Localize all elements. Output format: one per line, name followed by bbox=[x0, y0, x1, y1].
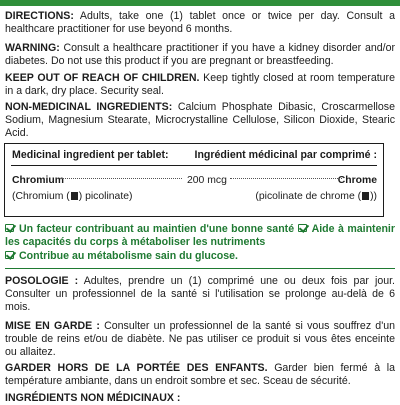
dotted-leader-left bbox=[62, 178, 182, 179]
table-header-rule bbox=[11, 165, 377, 166]
source-fr-suffix: )) bbox=[370, 191, 377, 202]
garder-text: Garder bien fermé à la température ambiante, dans un endroit sombre et sec. Sceau de sécurité. bbox=[5, 362, 395, 387]
ingredients-nm-paragraph bbox=[5, 392, 395, 405]
posologie-paragraph bbox=[5, 275, 395, 314]
source-fr bbox=[255, 191, 377, 204]
table-header-fr: Ingrédient médicinal par comprimé : bbox=[194, 149, 377, 161]
claim-3: Contribue au métabolisme sain du glucose. bbox=[19, 249, 238, 262]
garder-paragraph bbox=[5, 362, 395, 388]
symbol-square-icon bbox=[71, 192, 78, 200]
keep-out-text: Keep tightly closed at room temperature in a dark, dry place. Security seal. bbox=[5, 72, 395, 97]
source-en-prefix: (Chromium ( bbox=[12, 191, 70, 202]
keep-out-heading: KEEP OUT OF REACH OF CHILDREN. bbox=[5, 72, 200, 84]
source-en-suffix: ) picolinate) bbox=[78, 191, 133, 202]
directions-text: Adults, take one (1) tablet once or twice per day. Consult a healthcare practitioner for use beyond 6 months. bbox=[5, 10, 395, 35]
keep-out-paragraph bbox=[5, 72, 395, 98]
ingredient-amount: 200 mcg bbox=[187, 175, 227, 186]
warning-paragraph bbox=[5, 42, 395, 68]
mise-en-garde-heading: MISE EN GARDE : bbox=[5, 320, 100, 332]
non-medicinal-heading: NON-MEDICINAL INGREDIENTS: bbox=[5, 101, 173, 113]
warning-heading: WARNING: bbox=[5, 42, 60, 54]
source-en bbox=[12, 191, 132, 204]
section-divider bbox=[5, 268, 395, 269]
checkbox-icon bbox=[298, 222, 310, 233]
posologie-text: Adultes, prendre un (1) comprimé une ou deux fois par jour. Consulter un professionnel de la santé si l'utilisation se prolonge au-delà de 6 mois. bbox=[5, 275, 395, 313]
symbol-square-icon bbox=[362, 192, 369, 200]
claim-2: Aide à maintenir les capacités du corps à métaboliser les nutriments bbox=[5, 223, 396, 248]
non-medicinal-paragraph bbox=[5, 101, 395, 140]
medicinal-ingredient-table bbox=[4, 143, 384, 217]
mise-en-garde-text: Consulter un professionnel de la santé si vous souffrez d'un trouble de reins et/ou de diabète. Ne pas utiliser ce produit si vous êtes enceinte ou allaitez. bbox=[5, 320, 396, 358]
source-fr-prefix: (picolinate de chrome ( bbox=[255, 191, 362, 202]
directions-heading: DIRECTIONS: bbox=[5, 10, 74, 22]
non-medicinal-text: Calcium Phosphate Dibasic, Croscarmellose Sodium, Magnesium Stearate, Microcrystalline Cellulose, Silicon Dioxide, Stearic Acid. bbox=[5, 101, 395, 139]
checkbox-icon bbox=[5, 222, 17, 233]
checkbox-icon bbox=[5, 249, 17, 260]
claims-block bbox=[5, 222, 395, 263]
directions-paragraph bbox=[5, 10, 395, 36]
ingredient-name-en: Chromium bbox=[12, 175, 64, 186]
ingredient-name-fr: Chrome bbox=[337, 175, 377, 186]
label-top-strip bbox=[0, 0, 400, 6]
posologie-heading: POSOLOGIE : bbox=[5, 275, 79, 287]
ingredients-nm-heading: INGRÉDIENTS NON MÉDICINAUX : bbox=[5, 392, 181, 404]
garder-heading: GARDER HORS DE LA PORTÉE DES ENFANTS. bbox=[5, 362, 268, 374]
table-header-en: Medicinal ingredient per tablet: bbox=[12, 149, 169, 161]
mise-en-garde-paragraph bbox=[5, 320, 395, 359]
warning-text: Consult a healthcare practitioner if you have a kidney disorder and/or diabetes. Do not use this product if you are pregnant or breastfeeding. bbox=[5, 42, 395, 67]
claim-1: Un facteur contribuant au maintien d'une bonne santé bbox=[19, 223, 295, 235]
dotted-leader-right bbox=[230, 178, 342, 179]
